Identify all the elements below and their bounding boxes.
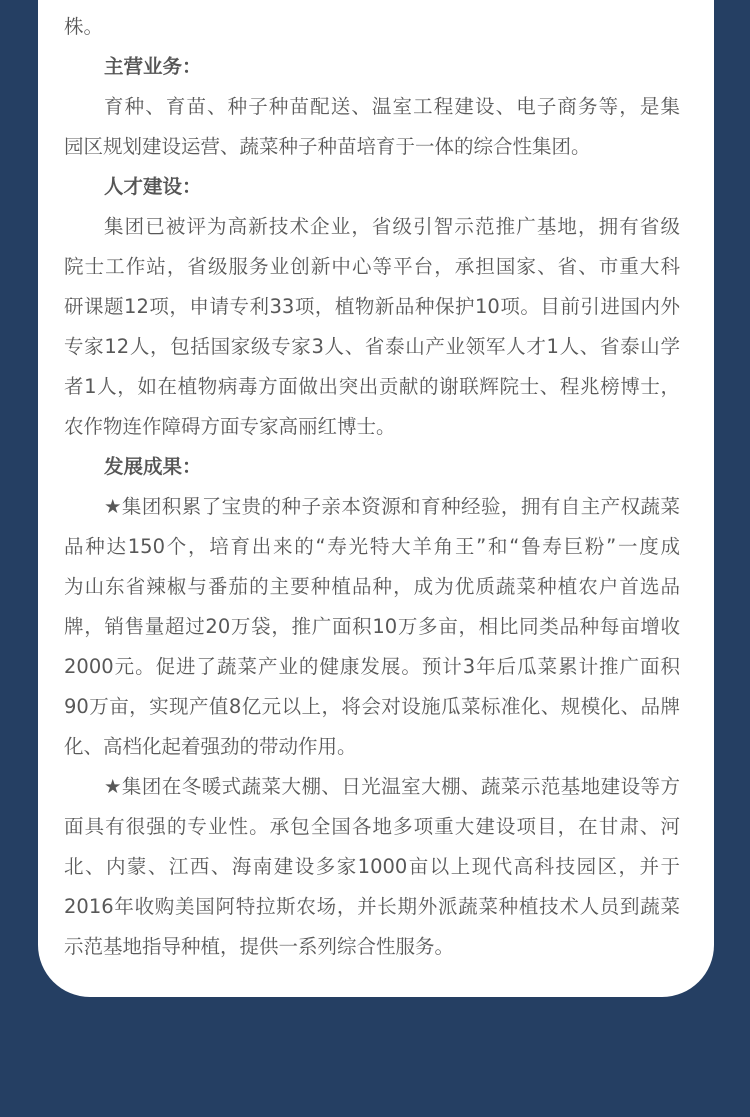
achievement-line: 北、内蒙、江西、海南建设多家1000亩以上现代高科技园区，并于 (64, 855, 680, 878)
talent-heading: 人才建设： (104, 175, 202, 198)
intro-tail-text: 株。 (64, 15, 104, 38)
achievement-line: 90万亩，实现产值8亿元以上，将会对设施瓜菜标准化、规模化、品牌 (64, 695, 680, 718)
content-card (38, 0, 714, 997)
talent-line: 专家12人，包括国家级专家3人、省泰山产业领军人才1人、省泰山学 (64, 335, 680, 358)
achievement-line: 2000元。促进了蔬菜产业的健康发展。预计3年后瓜菜累计推广面积 (64, 655, 680, 678)
talent-line: 者1人，如在植物病毒方面做出突出贡献的谢联辉院士、程兆榜博士， (64, 375, 680, 398)
achievement-line: ★集团在冬暖式蔬菜大棚、日光温室大棚、蔬菜示范基地建设等方 (104, 775, 680, 798)
achievement-line: 牌，销售量超过20万袋，推广面积10万多亩，相比同类品种每亩增收 (64, 615, 680, 638)
main-business-line: 园区规划建设运营、蔬菜种子种苗培育于一体的综合性集团。 (64, 135, 591, 158)
main-business-heading: 主营业务： (104, 55, 202, 78)
achievement-line: 2016年收购美国阿特拉斯农场，并长期外派蔬菜种植技术人员到蔬菜 (64, 895, 680, 918)
achievement-line: ★集团积累了宝贵的种子亲本资源和育种经验，拥有自主产权蔬菜 (104, 495, 680, 518)
talent-line: 农作物连作障碍方面专家高丽红博士。 (64, 415, 396, 438)
talent-line: 院士工作站，省级服务业创新中心等平台，承担国家、省、市重大科 (64, 255, 680, 278)
achievement-line: 面具有很强的专业性。承包全国各地多项重大建设项目，在甘肃、河 (64, 815, 680, 838)
achievements-heading: 发展成果： (104, 455, 202, 478)
achievement-line: 为山东省辣椒与番茄的主要种植品种，成为优质蔬菜种植农户首选品 (64, 575, 680, 598)
talent-line: 集团已被评为高新技术企业，省级引智示范推广基地，拥有省级 (104, 215, 680, 238)
main-business-line: 育种、育苗、种子种苗配送、温室工程建设、电子商务等，是集 (104, 95, 680, 118)
achievement-line: 示范基地指导种植，提供一系列综合性服务。 (64, 935, 455, 958)
achievement-line: 化、高档化起着强劲的带动作用。 (64, 735, 357, 758)
achievement-line: 品种达150个，培育出来的“寿光特大羊角王”和“鲁寿巨粉”一度成 (64, 535, 680, 558)
talent-line: 研课题12项，申请专利33项，植物新品种保护10项。目前引进国内外 (64, 295, 680, 318)
